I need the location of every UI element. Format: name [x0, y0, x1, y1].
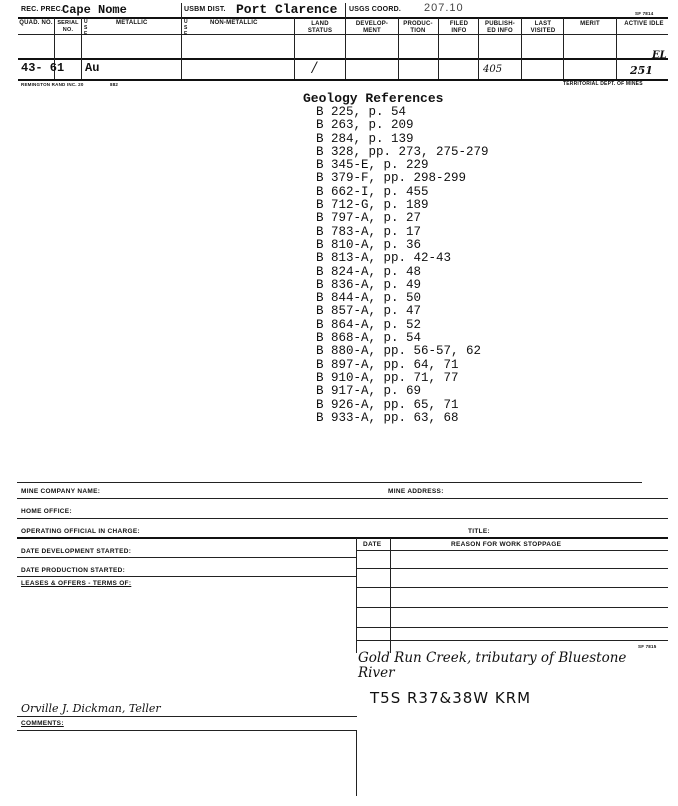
active-idle-label: ACTIVE IDLE — [624, 21, 664, 27]
nonmetallic-label: NON-METALLIC — [210, 20, 258, 26]
geology-reference: B 926-A, pp. 65, 71 — [316, 397, 459, 412]
usm-e: E — [84, 31, 88, 37]
form-number-top: SF 7814 — [635, 11, 654, 16]
geology-reference: B 225, p. 54 — [316, 105, 407, 119]
usm-letters-nonmetallic — [184, 19, 188, 37]
owner-name: Orville J. Dickman, Teller — [21, 702, 161, 715]
prod-started-label: DATE PRODUCTION STARTED: — [21, 567, 126, 574]
geology-title: Geology References — [303, 91, 444, 106]
geology-reference: B 910-A, pp. 71, 77 — [316, 370, 459, 385]
land-status-label: LAND STATUS — [307, 21, 333, 34]
geology-reference: B 263, p. 209 — [316, 118, 414, 133]
township: T5S R37&38W KRM — [370, 689, 532, 707]
geology-reference: B 797-A, p. 27 — [316, 211, 422, 226]
usm-u: U — [184, 19, 188, 25]
rec-prec-value: Cape Nome — [62, 3, 127, 17]
merit-label: MERIT — [580, 21, 600, 27]
reason-label: REASON FOR WORK STOPPAGE — [451, 541, 562, 548]
geology-reference: B 379-F, pp. 298-299 — [316, 171, 467, 186]
geology-reference: B 864-A, p. 52 — [316, 317, 422, 332]
location-line-1: Gold Run Creek, tributary of Bluestone — [358, 650, 627, 666]
usm-s: S — [184, 25, 188, 31]
metallic-label: METALLIC — [116, 20, 148, 26]
leases-label: LEASES & OFFERS - TERMS OF: — [21, 580, 132, 587]
operating-official-label: OPERATING OFFICIAL IN CHARGE: — [21, 528, 140, 535]
geology-reference: B 824-A, p. 48 — [316, 264, 422, 279]
geology-reference: B 662-I, p. 455 — [316, 184, 429, 199]
usgs-coord-label: USGS COORD. — [349, 6, 401, 13]
geology-reference: B 836-A, p. 49 — [316, 277, 422, 292]
geology-reference: B 857-A, p. 47 — [316, 304, 422, 319]
mine-company-label: MINE COMPANY NAME: — [21, 488, 101, 495]
active-value-2: 251 — [630, 64, 653, 77]
geology-reference: B 328, pp. 273, 275-279 — [316, 144, 489, 159]
usm-e: E — [184, 31, 188, 37]
serial-no-label: SERIAL NO. — [57, 20, 79, 33]
last-visited-label: LAST VISITED — [530, 21, 556, 34]
dev-started-label: DATE DEVELOPMENT STARTED: — [21, 548, 132, 555]
geology-reference: B 917-A, p. 69 — [316, 384, 422, 399]
date-label: DATE — [363, 541, 382, 548]
usm-s: S — [84, 25, 88, 31]
usm-u: U — [84, 19, 88, 25]
geology-references-list — [316, 106, 489, 425]
usgs-coord-value: 207.10 — [424, 2, 464, 14]
published-value: 405 — [483, 64, 503, 75]
form-number-bottom: SF 7815 — [638, 644, 657, 649]
territorial-dept: TERRITORIAL DEPT. OF MINES — [563, 81, 643, 87]
geology-reference: B 284, p. 139 — [316, 131, 414, 146]
filed-info-label: FILED INFO — [449, 21, 469, 34]
geology-reference: B 844-A, p. 50 — [316, 291, 422, 306]
geology-reference: B 880-A, pp. 56-57, 62 — [316, 344, 482, 359]
mine-address-label: MINE ADDRESS: — [388, 488, 444, 495]
geology-reference: B 712-G, p. 189 — [316, 198, 429, 213]
usm-letters-metallic — [84, 19, 88, 37]
geology-reference: B 345-E, p. 229 — [316, 158, 429, 173]
quad-value: 43- 61 — [21, 61, 65, 75]
geology-reference: B 813-A, pp. 42-43 — [316, 251, 452, 266]
rec-prec-label: REC. PREC. — [21, 6, 64, 13]
home-office-label: HOME OFFICE: — [21, 508, 72, 515]
comments-label: COMMENTS: — [21, 720, 64, 727]
active-value: EL — [652, 50, 667, 61]
usbm-dist-value: Port Clarence — [236, 2, 338, 17]
geology-reference: B 933-A, pp. 63, 68 — [316, 410, 459, 425]
develop-label: DEVELOP-MENT — [355, 21, 389, 34]
metallic-value: Au — [85, 61, 100, 75]
title-label: TITLE: — [468, 528, 491, 535]
location-line-2: River — [358, 665, 395, 681]
geology-reference: B 810-A, p. 36 — [316, 237, 422, 252]
geology-reference: B 868-A, p. 54 — [316, 331, 422, 346]
quad-no-label: QUAD. NO. — [19, 20, 53, 26]
published-info-label: PUBLISH-ED INFO — [485, 21, 515, 34]
geology-reference: B 897-A, pp. 64, 71 — [316, 357, 459, 372]
printer-code: 882 — [110, 82, 119, 87]
geology-reference: B 783-A, p. 17 — [316, 224, 422, 239]
production-label: PRODUC-TION — [403, 21, 433, 34]
usbm-dist-label: USBM DIST. — [184, 6, 226, 13]
land-status-value: / — [312, 60, 317, 76]
printer-line: REMINGTON RAND INC. 20 — [21, 82, 84, 87]
